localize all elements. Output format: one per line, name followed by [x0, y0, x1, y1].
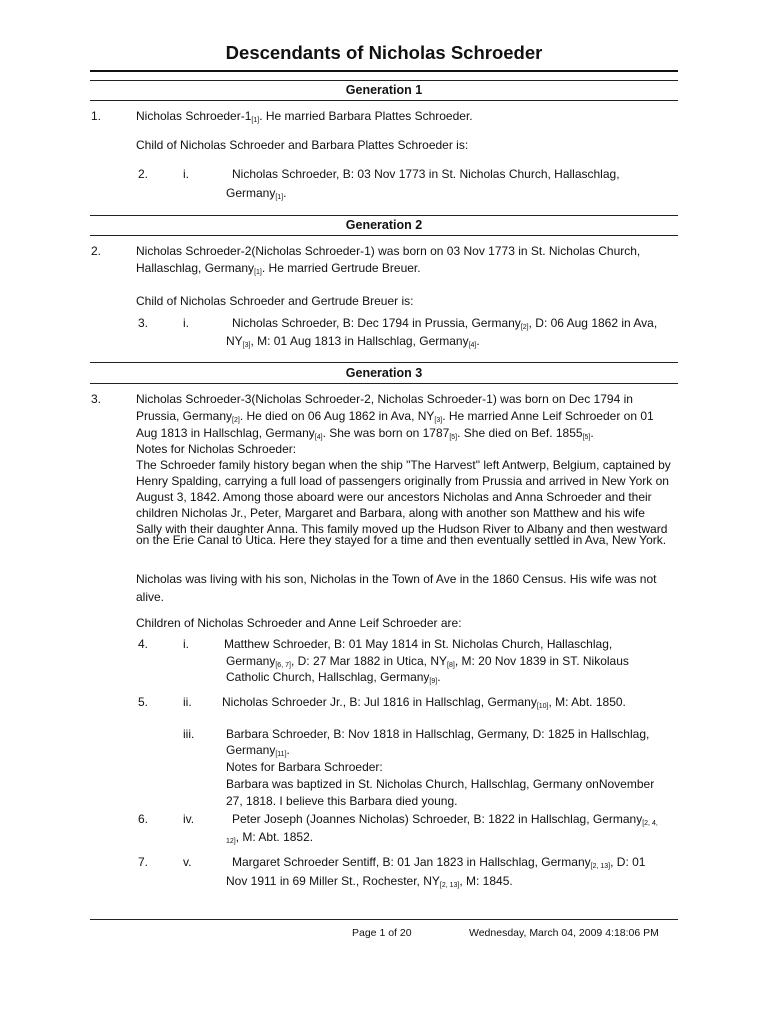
notes-line: Henry Spalding, carrying a full load of passengers originally from Prussia and arrived in New York on [136, 474, 669, 488]
divider [90, 235, 678, 236]
child-text: Margaret Schroeder Sentiff, B: 01 Jan 1823 in Hallschlag, Germany[2, 13], D: 01 [232, 855, 646, 870]
child-roman: iii. [183, 727, 195, 741]
child-text: Nicholas Schroeder, B: 03 Nov 1773 in St. Nicholas Church, Hallaschlag, [232, 167, 620, 181]
child-number: 6. [138, 812, 149, 826]
notes-line: children Nicholas Jr., Peter, Margaret and Barbara, along with another son Matthew and his wife [136, 506, 645, 520]
child-roman: i. [183, 167, 189, 181]
child-intro: Child of Nicholas Schroeder and Barbara Plattes Schroeder is: [136, 138, 469, 152]
child-number: 4. [138, 637, 149, 651]
child-number: 3. [138, 316, 149, 330]
child-intro: Children of Nicholas Schroeder and Anne Leif Schroeder are: [136, 616, 462, 630]
entry-text: Nicholas Schroeder-1[1]. He married Barbara Plattes Schroeder. [136, 109, 473, 124]
notes-label: Notes for Barbara Schroeder: [226, 760, 383, 774]
entry-text: Hallaschlag, Germany[1]. He married Gertrude Breuer. [136, 261, 421, 276]
child-text: Germany[1]. [226, 186, 287, 201]
footer-rule [90, 919, 678, 920]
notes-line: on the Erie Canal to Utica. Here they stayed for a time and then eventually settled in Ava, New York. [136, 533, 667, 547]
entry-text: Prussia, Germany[2]. He died on 06 Aug 1862 in Ava, NY[3]. He married Anne Leif Schroeder on 01 [136, 409, 654, 424]
child-text: Catholic Church, Hallschlag, Germany[9]. [226, 670, 441, 685]
child-text: NY[3], M: 01 Aug 1813 in Hallschlag, Germany[4]. [226, 334, 480, 349]
divider [90, 80, 678, 81]
child-text: Barbara Schroeder, B: Nov 1818 in Hallschlag, Germany, D: 1825 in Hallschlag, [226, 727, 650, 741]
notes-line: The Schroeder family history began when the ship "The Harvest" left Antwerp, Belgium, captained by [136, 458, 671, 472]
entry-number: 1. [91, 109, 102, 123]
child-roman: v. [183, 855, 192, 869]
child-text: Peter Joseph (Joannes Nicholas) Schroeder, B: 1822 in Hallschlag, Germany[2, 4, [232, 812, 658, 827]
child-number: 5. [138, 695, 149, 709]
notes-line: 27, 1818. I believe this Barbara died young. [226, 794, 458, 808]
generation-heading: Generation 2 [345, 218, 423, 232]
entry-number: 3. [91, 392, 102, 406]
child-text: Germany[6, 7], D: 27 Mar 1882 in Utica, NY[8], M: 20 Nov 1839 in ST. Nikolaus [226, 654, 629, 669]
child-text: Nicholas Schroeder, B: Dec 1794 in Prussia, Germany[2], D: 06 Aug 1862 in Ava, [232, 316, 658, 331]
divider [90, 362, 678, 363]
notes-line: Sally with their daughter Anna. This family moved up the Hudson River to Albany and then westward [136, 522, 668, 536]
census-note: alive. [136, 590, 165, 604]
footer-timestamp: Wednesday, March 04, 2009 4:18:06 PM [469, 927, 659, 939]
child-text: Germany[11]. [226, 743, 290, 758]
child-number: 2. [138, 167, 149, 181]
generation-heading: Generation 3 [345, 366, 423, 380]
page-title: Descendants of Nicholas Schroeder [225, 42, 543, 63]
page-number: Page 1 of 20 [352, 927, 412, 939]
child-roman: i. [183, 316, 189, 330]
child-roman: i. [183, 637, 189, 651]
census-note: Nicholas was living with his son, Nicholas in the Town of Ave in the 1860 Census. His wife was not [136, 572, 657, 586]
child-roman: iv. [183, 812, 195, 826]
child-text: Matthew Schroeder, B: 01 May 1814 in St. Nicholas Church, Hallaschlag, [224, 637, 613, 651]
divider [90, 215, 678, 216]
notes-label: Notes for Nicholas Schroeder: [136, 442, 297, 456]
entry-text: Nicholas Schroeder-3(Nicholas Schroeder-2, Nicholas Schroeder-1) was born on Dec 1794 in [136, 392, 633, 406]
child-text: Nicholas Schroeder Jr., B: Jul 1816 in Hallschlag, Germany[10], M: Abt. 1850. [222, 695, 626, 710]
child-roman: ii. [183, 695, 192, 709]
child-intro: Child of Nicholas Schroeder and Gertrude Breuer is: [136, 294, 414, 308]
entry-text: Nicholas Schroeder-2(Nicholas Schroeder-1) was born on 03 Nov 1773 in St. Nicholas Church, [136, 244, 641, 258]
notes-line: Barbara was baptized in St. Nicholas Church, Hallschlag, Germany onNovember [226, 777, 655, 791]
child-text: Nov 1911 in 69 Miller St., Rochester, NY[2, 13], M: 1845. [226, 874, 513, 889]
child-text: 12], M: Abt. 1852. [226, 830, 314, 845]
divider [90, 383, 678, 384]
generation-heading: Generation 1 [345, 83, 423, 97]
divider [90, 100, 678, 101]
child-number: 7. [138, 855, 149, 869]
notes-line: August 3, 1842. Among those aboard were our ancestors Nicholas and Anna Schroeder and their [136, 490, 652, 504]
entry-text: Aug 1813 in Hallschlag, Germany[4]. She was born on 1787[5]. She died on Bef. 1855[5]. [136, 426, 594, 441]
entry-number: 2. [91, 244, 102, 258]
title-rule [90, 70, 678, 72]
